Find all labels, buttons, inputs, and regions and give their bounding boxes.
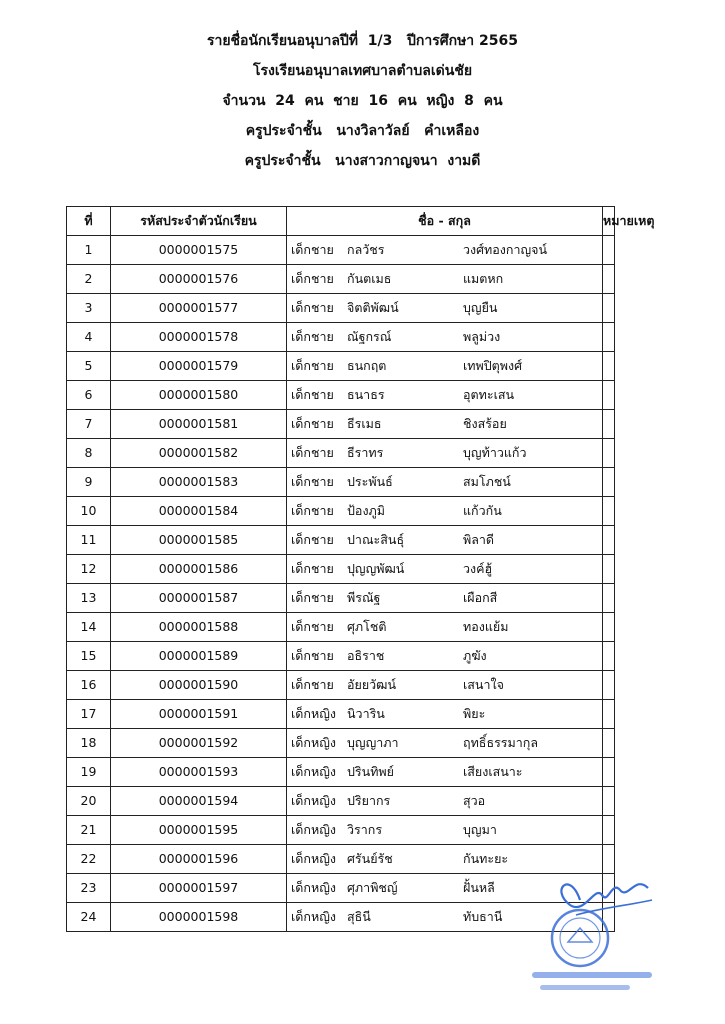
remark-cell <box>603 497 615 526</box>
remark-cell <box>603 555 615 584</box>
student-name <box>287 526 603 555</box>
student-id: 0000001598 <box>111 903 287 932</box>
last-name: เผือกสี <box>463 590 498 605</box>
student-id: 0000001592 <box>111 729 287 758</box>
student-name <box>287 816 603 845</box>
remark-cell <box>603 294 615 323</box>
last-name: แก้วกัน <box>463 503 502 518</box>
teacher-2: ครูประจำชั้น นางสาวกาญจนา งามดี <box>244 153 481 169</box>
table-row <box>67 468 615 497</box>
last-name: พลูม่วง <box>463 329 501 344</box>
first-name: จิตติพัฒน์ <box>347 300 399 315</box>
school-name: โรงเรียนอนุบาลเทศบาลตำบลเด่นชัย <box>252 63 473 79</box>
student-name <box>287 613 603 642</box>
first-name: ธนกฤต <box>347 358 387 373</box>
name-title: เด็กชาย <box>291 358 334 373</box>
name-title: เด็กชาย <box>291 271 334 286</box>
table-row <box>67 613 615 642</box>
student-name <box>287 584 603 613</box>
remark-cell <box>603 526 615 555</box>
last-name: ฤทธิ์ธรรมากุล <box>463 735 538 750</box>
student-id: 0000001587 <box>111 584 287 613</box>
student-id: 0000001589 <box>111 642 287 671</box>
student-id: 0000001586 <box>111 555 287 584</box>
row-number: 20 <box>67 787 111 816</box>
last-name: แมตหก <box>463 271 504 286</box>
name-title: เด็กชาย <box>291 242 334 257</box>
student-name <box>287 758 603 787</box>
table-row <box>67 584 615 613</box>
first-name: อธิราช <box>347 648 385 663</box>
name-title: เด็กหญิง <box>291 909 336 924</box>
remark-cell <box>603 671 615 700</box>
name-title: เด็กชาย <box>291 300 334 315</box>
table-row <box>67 555 615 584</box>
student-name <box>287 410 603 439</box>
table-row <box>67 729 615 758</box>
row-number: 9 <box>67 468 111 497</box>
last-name: ฝั้นหลี <box>463 880 495 895</box>
row-number: 22 <box>67 845 111 874</box>
last-name: บุญมา <box>463 822 497 837</box>
row-number: 17 <box>67 700 111 729</box>
student-id: 0000001577 <box>111 294 287 323</box>
first-name: ธีราทร <box>347 445 384 460</box>
name-title: เด็กหญิง <box>291 793 336 808</box>
student-name <box>287 468 603 497</box>
remark-cell <box>603 729 615 758</box>
header-student-id: รหัสประจำตัวนักเรียน <box>111 207 287 236</box>
row-number: 2 <box>67 265 111 294</box>
table-row <box>67 903 615 932</box>
student-id: 0000001588 <box>111 613 287 642</box>
last-name: เทพปิตุพงศ์ <box>463 358 523 373</box>
table-row <box>67 497 615 526</box>
student-id: 0000001575 <box>111 236 287 265</box>
last-name: สุวอ <box>463 793 486 808</box>
student-name <box>287 642 603 671</box>
student-name <box>287 729 603 758</box>
student-name <box>287 381 603 410</box>
student-name <box>287 265 603 294</box>
remark-cell <box>603 700 615 729</box>
name-title: เด็กหญิง <box>291 880 336 895</box>
name-title: เด็กชาย <box>291 445 334 460</box>
row-number: 12 <box>67 555 111 584</box>
table-row <box>67 323 615 352</box>
student-name <box>287 439 603 468</box>
name-title: เด็กหญิง <box>291 735 336 750</box>
last-name: บุญท้าวแก้ว <box>463 445 527 460</box>
remark-cell <box>603 468 615 497</box>
header-no: ที่ <box>67 207 111 236</box>
table-row <box>67 410 615 439</box>
student-name <box>287 555 603 584</box>
table-row <box>67 294 615 323</box>
table-row <box>67 236 615 265</box>
last-name: วงค์ฮู้ <box>463 561 493 576</box>
row-number: 23 <box>67 874 111 903</box>
student-id: 0000001597 <box>111 874 287 903</box>
last-name: ภูฆัง <box>463 648 487 663</box>
student-name <box>287 497 603 526</box>
row-number: 15 <box>67 642 111 671</box>
student-name <box>287 352 603 381</box>
first-name: ประพันธ์ <box>347 474 393 489</box>
student-id: 0000001595 <box>111 816 287 845</box>
student-id: 0000001594 <box>111 787 287 816</box>
last-name: กันทะยะ <box>463 851 509 866</box>
first-name: พีรณัฐ <box>347 590 381 605</box>
student-name <box>287 323 603 352</box>
first-name: กันตเมธ <box>347 271 392 286</box>
table-row <box>67 352 615 381</box>
title-line: รายชื่อนักเรียนอนุบาลปีที่ 1/3 ปีการศึกษา 2565 <box>206 33 519 49</box>
student-id: 0000001583 <box>111 468 287 497</box>
signature-stamp-image <box>540 860 660 1010</box>
first-name: อัยยวัฒน์ <box>347 677 397 692</box>
table-row <box>67 265 615 294</box>
name-title: เด็กหญิง <box>291 706 336 721</box>
first-name: วิรากร <box>347 822 383 837</box>
name-title: เด็กชาย <box>291 590 334 605</box>
name-title: เด็กชาย <box>291 619 334 634</box>
row-number: 4 <box>67 323 111 352</box>
header-name: ชื่อ - สกุล <box>287 207 603 236</box>
remark-cell <box>603 787 615 816</box>
document-header <box>0 26 725 176</box>
row-number: 21 <box>67 816 111 845</box>
first-name: กลวัชร <box>347 242 385 257</box>
last-name: สมโภชน์ <box>463 474 511 489</box>
student-id: 0000001584 <box>111 497 287 526</box>
remark-cell <box>603 584 615 613</box>
student-name <box>287 787 603 816</box>
first-name: ณัฐกรณ์ <box>347 329 392 344</box>
table-row <box>67 787 615 816</box>
name-title: เด็กชาย <box>291 648 334 663</box>
student-id: 0000001580 <box>111 381 287 410</box>
first-name: ธนาธร <box>347 387 385 402</box>
first-name: ปรินทิพย์ <box>347 764 394 779</box>
name-title: เด็กหญิง <box>291 851 336 866</box>
name-title: เด็กหญิง <box>291 764 336 779</box>
first-name: นิวาริน <box>347 706 385 721</box>
row-number: 5 <box>67 352 111 381</box>
last-name: อุตทะเสน <box>463 387 515 402</box>
remark-cell <box>603 352 615 381</box>
first-name: บุญญาภา <box>347 735 399 750</box>
student-id: 0000001593 <box>111 758 287 787</box>
student-name <box>287 236 603 265</box>
table-header-row <box>67 207 615 236</box>
last-name: ชิงสร้อย <box>463 416 507 431</box>
row-number: 3 <box>67 294 111 323</box>
remark-cell <box>603 323 615 352</box>
student-roster-table <box>66 206 655 932</box>
first-name: ธีรเมธ <box>347 416 382 431</box>
student-id: 0000001596 <box>111 845 287 874</box>
student-id: 0000001578 <box>111 323 287 352</box>
student-name <box>287 294 603 323</box>
table-row <box>67 758 615 787</box>
student-count: จำนวน 24 คน ชาย 16 คน หญิง 8 คน <box>222 93 503 109</box>
table-row <box>67 874 615 903</box>
first-name: ปาณะสินธุ์ <box>347 532 405 547</box>
first-name: ปุญญพัฒน์ <box>347 561 405 576</box>
table-row <box>67 526 615 555</box>
student-id: 0000001590 <box>111 671 287 700</box>
last-name: ทับธานี <box>463 909 503 924</box>
remark-cell <box>603 265 615 294</box>
student-id: 0000001579 <box>111 352 287 381</box>
student-name <box>287 671 603 700</box>
first-name: ศุภาพิชญ์ <box>347 880 398 895</box>
name-title: เด็กชาย <box>291 387 334 402</box>
table-row <box>67 381 615 410</box>
row-number: 19 <box>67 758 111 787</box>
remark-cell <box>603 439 615 468</box>
table-row <box>67 642 615 671</box>
first-name: สุธินี <box>347 909 371 924</box>
name-title: เด็กชาย <box>291 503 334 518</box>
remark-cell <box>603 758 615 787</box>
table-row <box>67 700 615 729</box>
row-number: 10 <box>67 497 111 526</box>
name-title: เด็กชาย <box>291 677 334 692</box>
student-id: 0000001576 <box>111 265 287 294</box>
first-name: ป้องภูมิ <box>347 503 386 518</box>
first-name: ศุภโชติ <box>347 619 387 634</box>
last-name: ทองแย้ม <box>463 619 509 634</box>
table-row <box>67 439 615 468</box>
teacher-1: ครูประจำชั้น นางวิลาวัลย์ คำเหลือง <box>245 123 480 139</box>
row-number: 6 <box>67 381 111 410</box>
student-id: 0000001582 <box>111 439 287 468</box>
row-number: 13 <box>67 584 111 613</box>
name-title: เด็กชาย <box>291 474 334 489</box>
row-number: 7 <box>67 410 111 439</box>
remark-cell <box>603 236 615 265</box>
last-name: วงศ์ทองกาญจน์ <box>463 242 548 257</box>
name-title: เด็กชาย <box>291 329 334 344</box>
remark-cell <box>603 381 615 410</box>
student-id: 0000001581 <box>111 410 287 439</box>
table-body <box>67 236 615 932</box>
row-number: 18 <box>67 729 111 758</box>
name-title: เด็กชาย <box>291 532 334 547</box>
remark-cell <box>603 642 615 671</box>
student-id: 0000001585 <box>111 526 287 555</box>
table-row <box>67 816 615 845</box>
name-title: เด็กชาย <box>291 561 334 576</box>
row-number: 1 <box>67 236 111 265</box>
row-number: 16 <box>67 671 111 700</box>
remark-cell <box>603 410 615 439</box>
name-title: เด็กชาย <box>291 416 334 431</box>
table-row <box>67 671 615 700</box>
name-title: เด็กหญิง <box>291 822 336 837</box>
last-name: บุญยืน <box>463 300 498 315</box>
last-name: พิลาดี <box>463 532 495 547</box>
first-name: ปริยากร <box>347 793 391 808</box>
remark-cell <box>603 816 615 845</box>
last-name: เสนาใจ <box>463 677 504 692</box>
remark-cell <box>603 613 615 642</box>
row-number: 24 <box>67 903 111 932</box>
row-number: 8 <box>67 439 111 468</box>
row-number: 14 <box>67 613 111 642</box>
row-number: 11 <box>67 526 111 555</box>
first-name: ศรันย์รัช <box>347 851 393 866</box>
student-id: 0000001591 <box>111 700 287 729</box>
last-name: เสียงเสนาะ <box>463 764 523 779</box>
header-remark: หมายเหตุ <box>603 207 615 236</box>
student-name <box>287 700 603 729</box>
table-row <box>67 845 615 874</box>
last-name: พิยะ <box>463 706 486 721</box>
